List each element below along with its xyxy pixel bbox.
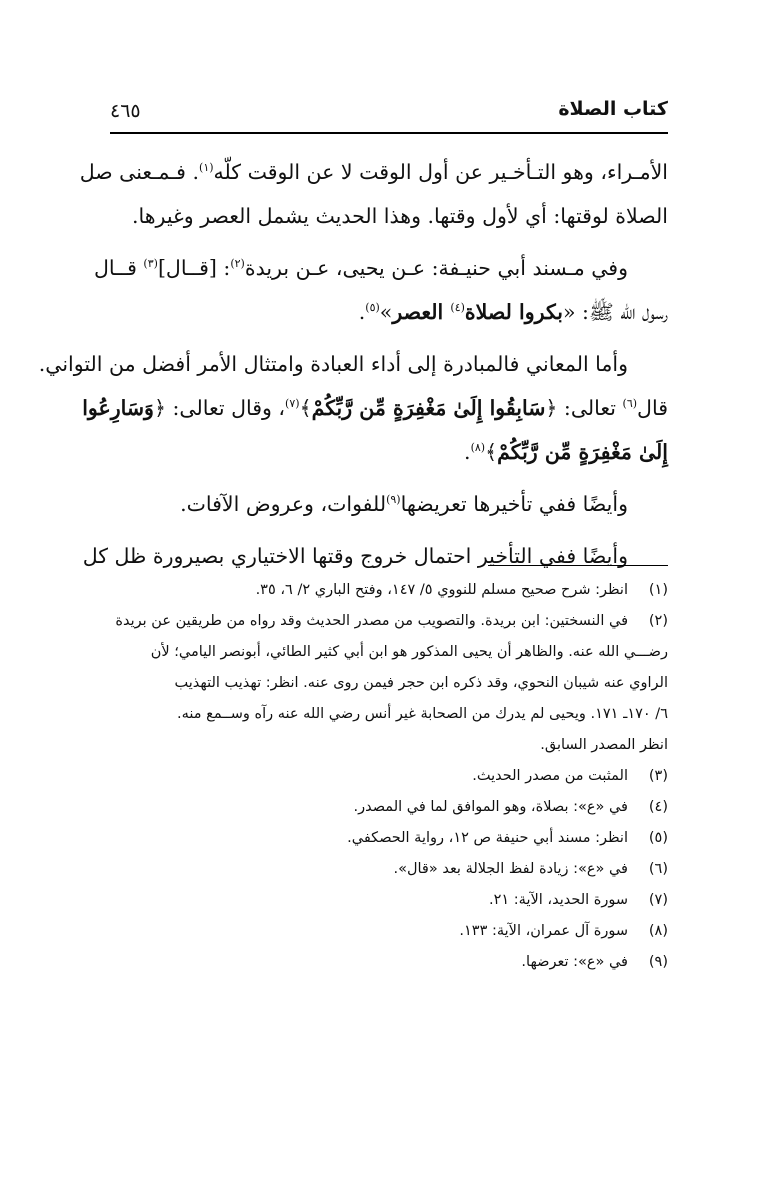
footnote-number: (٢) xyxy=(648,613,668,629)
text-run: للفوات، وعروض الآفات. xyxy=(180,492,387,516)
footnote-number: (١) xyxy=(648,582,668,598)
text-line xyxy=(82,386,668,430)
footnote-9 xyxy=(104,947,668,978)
footnote-line xyxy=(104,761,668,792)
footnote-separator xyxy=(488,565,668,566)
header-rule xyxy=(110,132,668,134)
text-run: قــال xyxy=(93,256,144,280)
footnote-line: رضـــي الله عنه. والظاهر أن يحيى المذكور هو ابن أبي كثير الطائي، أبونصر اليامي؛ لأن xyxy=(150,644,668,660)
footnote-ref: (٥) xyxy=(365,301,380,315)
footnote-number: (٥) xyxy=(648,830,668,846)
page-number: ٤٦٥ xyxy=(110,100,141,122)
footnote-line xyxy=(104,575,668,606)
text-run: تعالى: ﴿ xyxy=(545,396,623,420)
footnote-text: في «ع»: تعرضها. xyxy=(521,954,628,970)
footnotes xyxy=(104,575,668,978)
text-run: قال xyxy=(637,396,668,420)
text-run: . فـمـعنى صل xyxy=(79,160,200,184)
footnote-line: الراوي عنه شيبان النحوي، وقد ذكره ابن حجر فيمن روى عنه. انظر: تهذيب التهذيب xyxy=(174,675,668,691)
paragraph-5 xyxy=(82,534,668,578)
footnote-ref: (٧) xyxy=(285,397,300,411)
hadith-text: بكروا لصلاة xyxy=(464,300,563,324)
text-run: . xyxy=(464,440,471,464)
text-line xyxy=(104,482,668,526)
text-line xyxy=(104,430,668,474)
main-text xyxy=(38,150,668,578)
text-run: . xyxy=(358,300,366,324)
footnote-1 xyxy=(104,575,668,606)
paragraph-3 xyxy=(38,342,668,474)
footnote-text: انظر: مسند أبي حنيفة ص ١٢، رواية الحصكفي. xyxy=(347,830,628,846)
footnote-line xyxy=(104,792,668,823)
footnote-line xyxy=(104,606,668,637)
paragraph-4 xyxy=(104,482,668,526)
footnote-6 xyxy=(104,854,668,885)
footnote-line xyxy=(104,854,668,885)
footnote-ref: (٨) xyxy=(470,441,486,455)
running-header xyxy=(110,98,668,132)
text-line xyxy=(93,246,668,290)
text-run: ﴾ xyxy=(485,440,498,464)
footnote-text: سورة الحديد، الآية: ٢١. xyxy=(489,892,628,908)
footnote-line: ٦/ ١٧٠ـ ١٧١. ويحيى لم يدرك من الصحابة غير أنس رضي الله عنه رآه وســمع منه. xyxy=(176,706,668,722)
chapter-title: كتاب الصلاة xyxy=(558,98,668,120)
footnote-line xyxy=(104,947,668,978)
footnote-text: انظر: شرح صحيح مسلم للنووي ٥/ ١٤٧، وفتح الباري ٢/ ٦، ٣٥. xyxy=(255,582,628,598)
footnote-7 xyxy=(104,885,668,916)
footnote-text: المثبت من مصدر الحديث. xyxy=(472,768,628,784)
paragraph-gap xyxy=(104,526,668,534)
footnote-ref: (٩) xyxy=(386,493,401,507)
footnote-ref: (٢) xyxy=(230,257,245,271)
quran-verse: وَسَارِعُوا xyxy=(82,396,154,420)
paragraph-gap xyxy=(104,334,668,342)
text-line: وأما المعاني فالمبادرة إلى أداء العبادة وامتثال الأمر أفضل من التواني. xyxy=(38,352,628,376)
footnote-line: انظر المصدر السابق. xyxy=(540,737,668,753)
footnote-4 xyxy=(104,792,668,823)
footnote-line xyxy=(104,885,668,916)
footnote-text: سورة آل عمران، الآية: ١٣٣. xyxy=(459,923,628,939)
footnote-line xyxy=(104,823,668,854)
text-line: الصلاة لوقتها: أي لأول وقتها. وهذا الحديث يشمل العصر وغيرها. xyxy=(131,204,668,228)
footnote-number: (٦) xyxy=(648,861,668,877)
hadith-text: العصر xyxy=(392,300,451,324)
quran-verse: إِلَىٰ مَغْفِرَةٍ مِّن رَّبِّكُمْ xyxy=(497,440,668,464)
footnote-text: في النسختين: ابن بريدة. والتصويب من مصدر الحديث وقد رواه من طريقين عن بريدة xyxy=(115,613,628,629)
text-run: ﴾ xyxy=(299,396,312,420)
text-line: وأيضًا ففي التأخير احتمال خروج وقتها الاختياري بصيرورة ظل كل xyxy=(82,544,628,568)
text-run: : [قــال] xyxy=(157,256,231,280)
text-line xyxy=(79,150,668,194)
footnote-ref: (٤) xyxy=(450,301,465,315)
footnote-number: (٧) xyxy=(648,892,668,908)
footnote-ref: (١) xyxy=(199,161,214,175)
quran-verse: سَابِقُوا إِلَىٰ مَغْفِرَةٍ مِّن رَّبِّكُمْ xyxy=(311,396,546,420)
footnote-5 xyxy=(104,823,668,854)
paragraph-gap xyxy=(104,474,668,482)
text-run: رسول الله ﷺ: « xyxy=(562,300,668,324)
footnote-text: في «ع»: بصلاة، وهو الموافق لما في المصدر. xyxy=(353,799,628,815)
footnote-8 xyxy=(104,916,668,947)
footnote-line xyxy=(104,916,668,947)
text-run: وفي مـسند أبي حنيـفة: عـن يحيى، عـن بريدة xyxy=(244,256,628,280)
text-run: الأمـراء، وهو التـأخـير عن أول الوقت لا عن الوقت كلّه xyxy=(213,160,668,184)
text-run: » xyxy=(379,300,393,324)
text-run: ، وقال تعالى: ﴿ xyxy=(153,396,286,420)
footnote-3 xyxy=(104,761,668,792)
footnote-number: (٣) xyxy=(648,768,668,784)
footnote-number: (٤) xyxy=(648,799,668,815)
footnote-ref: (٦) xyxy=(622,397,638,411)
footnote-text: في «ع»: زيادة لفظ الجلالة بعد «قال». xyxy=(393,861,628,877)
footnote-2 xyxy=(104,606,668,761)
footnote-ref: (٣) xyxy=(143,257,158,271)
text-line xyxy=(104,290,668,334)
text-run: وأيضًا ففي تأخيرها تعريضها xyxy=(400,492,628,516)
footnote-number: (٨) xyxy=(648,923,668,939)
paragraph-1 xyxy=(79,150,668,238)
paragraph-2 xyxy=(93,246,668,334)
paragraph-gap xyxy=(104,238,668,246)
footnote-number: (٩) xyxy=(648,954,668,970)
